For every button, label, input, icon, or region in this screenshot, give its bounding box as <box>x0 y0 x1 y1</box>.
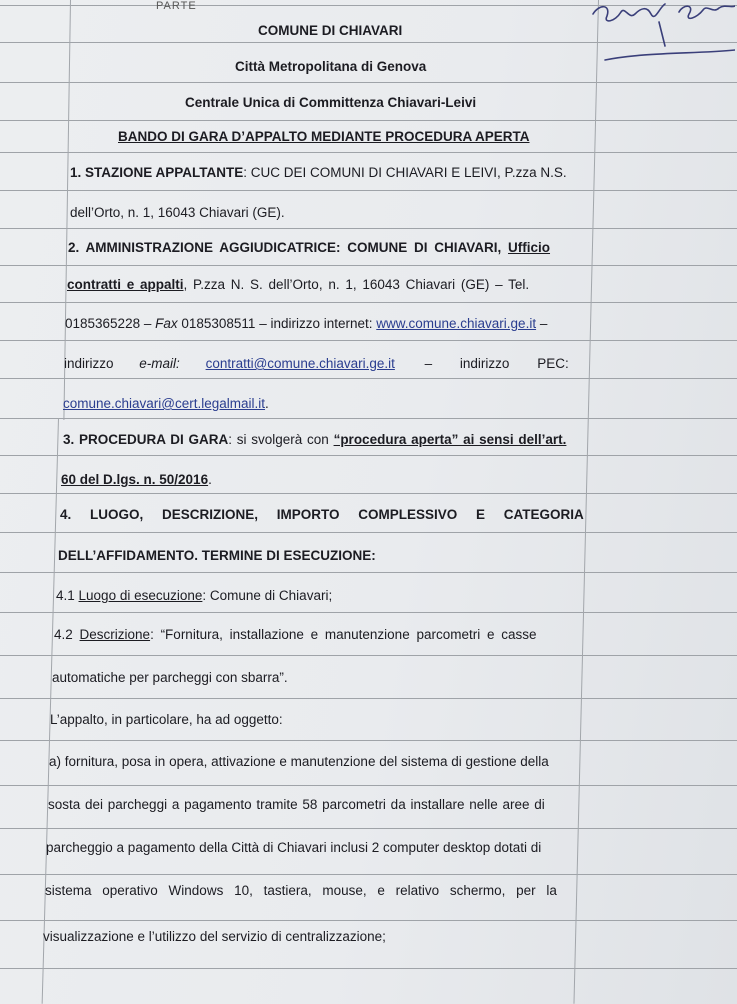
fax-text: 0185308511 – indirizzo internet: <box>177 316 377 331</box>
rule-line <box>0 612 737 613</box>
dash-text-2: – <box>424 356 433 371</box>
partial-header: PARTE <box>156 0 197 12</box>
rule-line <box>0 120 737 121</box>
section-4-2 <box>54 627 537 643</box>
section-1-line-2: dell’Orto, n. 1, 16043 Chiavari (GE). <box>70 205 285 220</box>
rule-line <box>0 378 737 379</box>
rule-line <box>0 828 737 829</box>
ufficio-text: Ufficio <box>508 240 551 255</box>
contratti-appalti-text: contratti e appalti <box>67 277 184 292</box>
margin-line-left <box>42 418 59 1004</box>
section-4-2-text: : “Fornitura, installazione e manutenzione parcometri e casse <box>150 627 537 642</box>
rule-line <box>0 455 737 456</box>
rule-line <box>0 340 737 341</box>
dash-text: – <box>536 316 548 331</box>
address-text: , P.zza N. S. dell’Orto, n. 1, 16043 Chiavari (GE) – Tel. <box>183 277 530 292</box>
section-3-text: : si svolgerà con <box>228 432 334 447</box>
section-4-heading-2: DELL’AFFIDAMENTO. TERMINE DI ESECUZIONE: <box>58 548 376 563</box>
website-link[interactable]: www.comune.chiavari.ge.it <box>376 316 537 331</box>
indirizzo-label-2: indirizzo <box>459 356 510 371</box>
section-4-1-number: 4.1 <box>56 588 79 603</box>
section-2-line-2 <box>67 277 529 293</box>
section-4-heading: 4. LUOGO, DESCRIZIONE, IMPORTO COMPLESSIVO E CATEGORIA <box>60 507 584 522</box>
rule-line <box>0 968 737 969</box>
page-title: COMUNE DI CHIAVARI <box>258 23 403 38</box>
margin-line-right <box>573 0 599 1004</box>
rule-line <box>0 418 737 419</box>
rule-line <box>0 572 737 573</box>
procedura-aperta-text: “procedura aperta” ai sensi dell’art. <box>333 432 567 447</box>
rule-line <box>0 785 737 786</box>
subtitle: Città Metropolitana di Genova <box>235 59 427 74</box>
section-2-line-3 <box>65 316 547 332</box>
rule-line <box>0 698 737 699</box>
item-a-line-4: sistema operativo Windows 10, tastiera, mouse, e relativo schermo, per la <box>45 883 557 898</box>
section-2-line-1 <box>68 240 550 256</box>
indirizzo-label: indirizzo <box>64 356 114 371</box>
rule-line <box>0 302 737 303</box>
email-label: e-mail: <box>139 356 180 371</box>
oggetto-line: L’appalto, in particolare, ha ad oggetto: <box>50 712 283 727</box>
section-4-2-label: Descrizione <box>79 627 151 642</box>
section-2-line-4 <box>64 356 569 372</box>
rule-line <box>0 152 737 153</box>
rule-line <box>0 874 737 875</box>
item-a-line-1: a) fornitura, posa in opera, attivazione e manutenzione del sistema di gestione della <box>49 754 549 769</box>
rule-line <box>0 740 737 741</box>
law-reference: 60 del D.lgs. n. 50/2016 <box>61 472 209 487</box>
phone-text: 0185365228 – <box>65 316 156 331</box>
item-a-line-5: visualizzazione e l’utilizzo del servizio di centralizzazione; <box>43 929 386 944</box>
rule-line <box>0 532 737 533</box>
fax-label: Fax <box>155 316 178 331</box>
bando-title: BANDO DI GARA D’APPALTO MEDIANTE PROCEDURA APERTA <box>118 129 530 144</box>
section-3-heading: 3. PROCEDURA DI GARA <box>63 432 229 447</box>
rule-line <box>0 655 737 656</box>
office-name: Centrale Unica di Committenza Chiavari-Leivi <box>185 95 477 110</box>
pec-label: PEC: <box>537 356 569 371</box>
item-a-line-3: parcheggio a pagamento della Città di Chiavari inclusi 2 computer desktop dotati di <box>46 840 542 855</box>
section-2-heading: 2. AMMINISTRAZIONE AGGIUDICATRICE: COMUNE DI CHIAVARI, <box>68 240 502 255</box>
section-2-line-5 <box>63 396 269 412</box>
section-1-text: : CUC DEI COMUNI DI CHIAVARI E LEIVI, P.zza N.S. <box>243 165 567 180</box>
rule-line <box>0 228 737 229</box>
section-4-2-line-2: automatiche per parcheggi con sbarra”. <box>52 670 288 685</box>
rule-line <box>0 82 737 83</box>
section-3-line-2 <box>61 472 212 488</box>
section-1-heading: 1. STAZIONE APPALTANTE <box>70 165 244 180</box>
email-link[interactable]: contratti@comune.chiavari.ge.it <box>205 356 395 371</box>
section-4-2-number: 4.2 <box>54 627 80 642</box>
section-1-line-1 <box>70 165 567 181</box>
handwritten-signature-icon <box>585 0 735 70</box>
pec-link[interactable]: comune.chiavari@cert.legalmail.it <box>63 396 266 411</box>
rule-line <box>0 920 737 921</box>
section-4-1-text: : Comune di Chiavari; <box>202 588 333 603</box>
item-a-line-2: sosta dei parcheggi a pagamento tramite 58 parcometri da installare nelle aree di <box>48 797 545 812</box>
section-3-line-1 <box>63 432 566 448</box>
rule-line <box>0 493 737 494</box>
rule-line <box>0 265 737 266</box>
section-4-1 <box>56 588 332 604</box>
period-text-2: . <box>208 472 212 487</box>
section-4-1-label: Luogo di esecuzione <box>78 588 203 603</box>
rule-line <box>0 190 737 191</box>
period-text: . <box>265 396 269 411</box>
